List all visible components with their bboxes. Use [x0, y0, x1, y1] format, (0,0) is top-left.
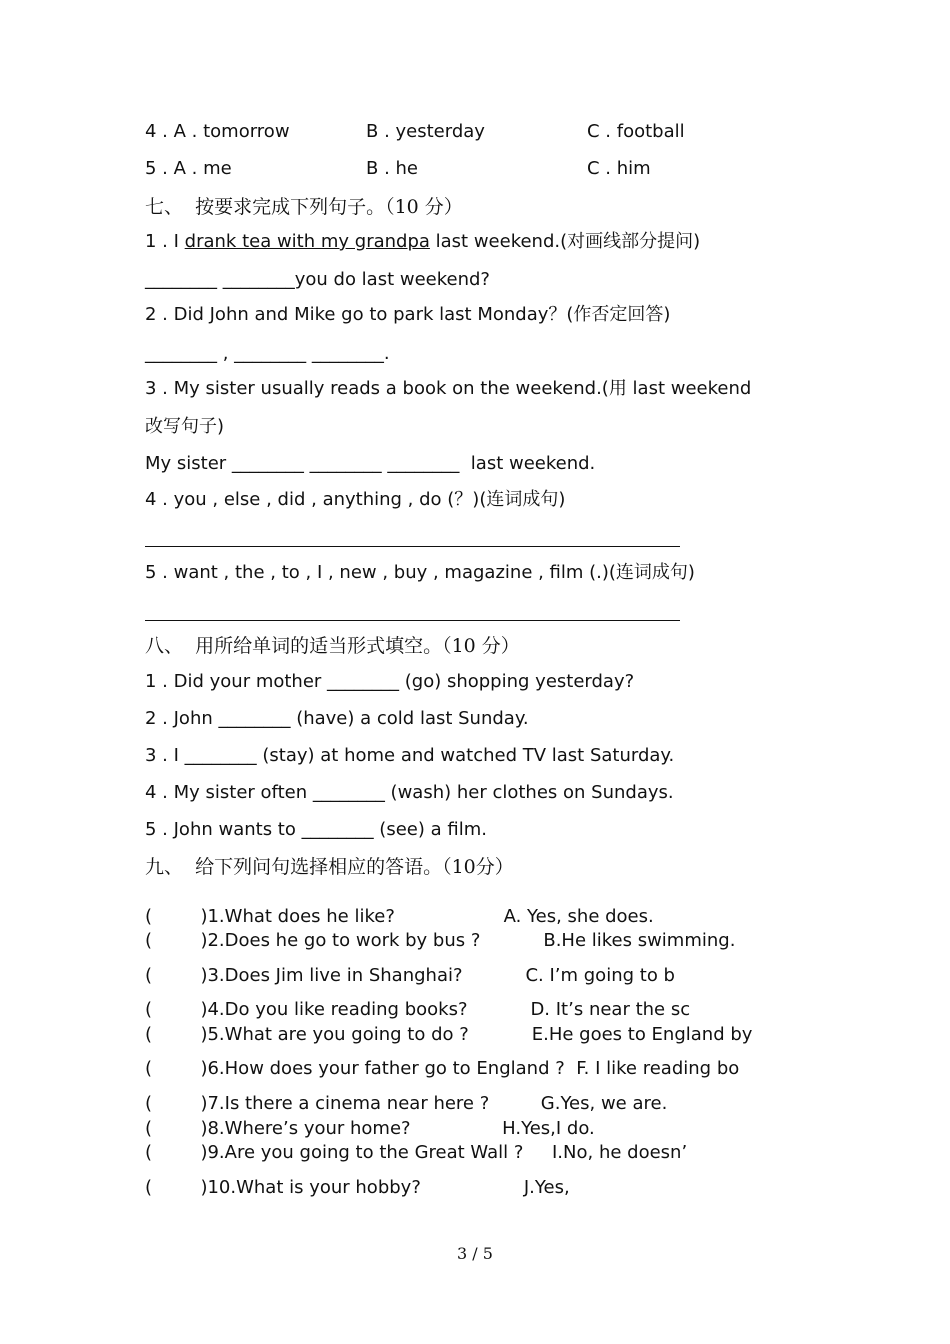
paren: ( — [145, 1118, 153, 1139]
option-row-5-a: 5 . A . me — [145, 158, 232, 179]
q1-underlined: drank tea with my grandpa — [184, 231, 430, 252]
page-number: 3 / 5 — [457, 1244, 493, 1263]
option-row-4-a: 4 . A . tomorrow — [145, 121, 290, 142]
section9-heading: 九、 给下列问句选择相应的答语。（10分） — [145, 856, 514, 878]
section7-heading: 七、 按要求完成下列句子。（10 分） — [145, 196, 463, 218]
option-row-4-b: B . yesterday — [366, 121, 485, 142]
item-text: )5.What are you going to do ? E.He goes to England by — [189, 1024, 753, 1045]
option-row-5-c: C . him — [587, 158, 651, 179]
item-text: )1.What does he like? A. Yes, she does. — [189, 906, 654, 927]
section8-heading: 八、 用所给单词的适当形式填空。（10 分） — [145, 635, 520, 657]
section7-q2-answer: ________ , ________ ________. — [145, 343, 390, 364]
section7-q3-line2: 改写句子) — [145, 416, 225, 437]
section7-q3-answer: My sister ________ ________ ________ last weekend. — [145, 453, 596, 474]
paren: ( — [145, 1142, 153, 1163]
section7-q1-answer: ________ ________you do last weekend? — [145, 269, 490, 290]
item-text: )6.How does your father go to England ? F. I like reading bo — [189, 1058, 740, 1079]
section8-item-4: 4 . My sister often ________ (wash) her clothes on Sundays. — [145, 782, 674, 803]
answer-line-q5 — [145, 620, 680, 621]
paren: ( — [145, 906, 153, 927]
paren: ( — [145, 1177, 153, 1198]
section8-item-1: 1 . Did your mother ________ (go) shopping yesterday? — [145, 671, 635, 692]
item-text: )3.Does Jim live in Shanghai? C. I’m going to b — [189, 965, 675, 986]
item-text: )10.What is your hobby? J.Yes, — [189, 1177, 570, 1198]
option-row-5-b: B . he — [366, 158, 418, 179]
item-text: )8.Where’s your home? H.Yes,I do. — [189, 1118, 595, 1139]
item-text: )4.Do you like reading books? D. It’s near the sc — [189, 999, 691, 1020]
section7-q2: 2 . Did John and Mike go to park last Monday？(作否定回答) — [145, 304, 671, 325]
section8-item-5: 5 . John wants to ________ (see) a film. — [145, 819, 487, 840]
item-text: )2.Does he go to work by bus ? B.He likes swimming. — [189, 930, 736, 951]
paren: ( — [145, 1058, 153, 1079]
paren: ( — [145, 965, 153, 986]
answer-line-q4 — [145, 546, 680, 547]
section7-q5: 5 . want , the , to , I , new , buy , magazine , film (.)(连词成句) — [145, 562, 695, 583]
section7-q4: 4 . you , else , did , anything , do (？)(连词成句) — [145, 489, 566, 510]
option-row-4-c: C . football — [587, 121, 685, 142]
section8-item-2: 2 . John ________ (have) a cold last Sunday. — [145, 708, 529, 729]
paren: ( — [145, 1093, 153, 1114]
item-text: )9.Are you going to the Great Wall ? I.No, he doesn’ — [189, 1142, 688, 1163]
paren: ( — [145, 930, 153, 951]
section8-item-3: 3 . I ________ (stay) at home and watched TV last Saturday. — [145, 745, 675, 766]
section7-q1 — [145, 231, 700, 253]
section7-q3-line1: 3 . My sister usually reads a book on the weekend.(用 last weekend — [145, 378, 752, 399]
q1-suffix: last weekend.(对画线部分提问) — [429, 231, 701, 252]
paren: ( — [145, 1024, 153, 1045]
item-text: )7.Is there a cinema near here ? G.Yes, we are. — [189, 1093, 668, 1114]
paren: ( — [145, 999, 153, 1020]
q1-prefix: 1 . I — [145, 231, 185, 252]
